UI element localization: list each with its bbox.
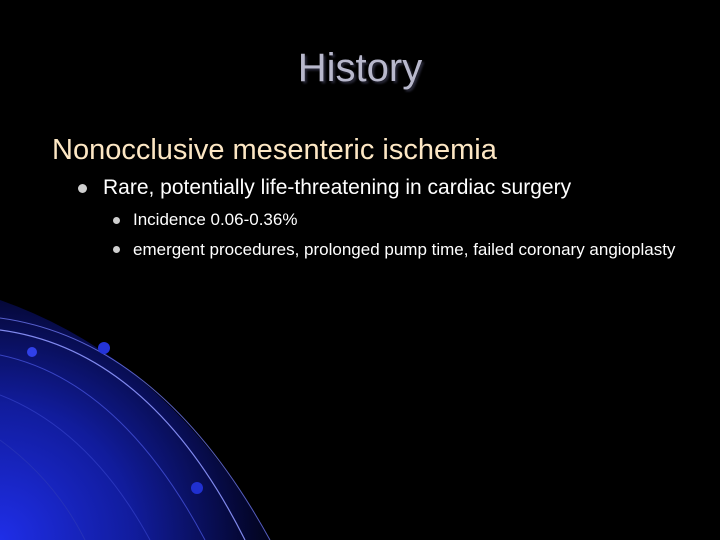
subbullet-item: [113, 237, 693, 262]
slide-title: History: [297, 46, 423, 90]
blue-glow-shape: [0, 300, 270, 540]
slide-heading: Nonocclusive mesenteric ischemia: [52, 134, 497, 166]
bullet-text: Rare, potentially life-threatening in cardiac surgery: [103, 176, 572, 199]
glow-dot: [191, 482, 203, 494]
subbullet-item: [113, 208, 297, 232]
subbullet-text: emergent procedures, prolonged pump time, failed coronary angioplasty: [133, 240, 676, 259]
bullet-dot-icon: [78, 184, 87, 193]
bullet-item: [78, 174, 571, 202]
bullet-dot-icon: [113, 217, 120, 224]
glow-dot: [27, 347, 37, 357]
glow-dot: [98, 342, 110, 354]
subbullet-text: Incidence 0.06-0.36%: [133, 210, 298, 229]
bullet-dot-icon: [113, 246, 120, 253]
